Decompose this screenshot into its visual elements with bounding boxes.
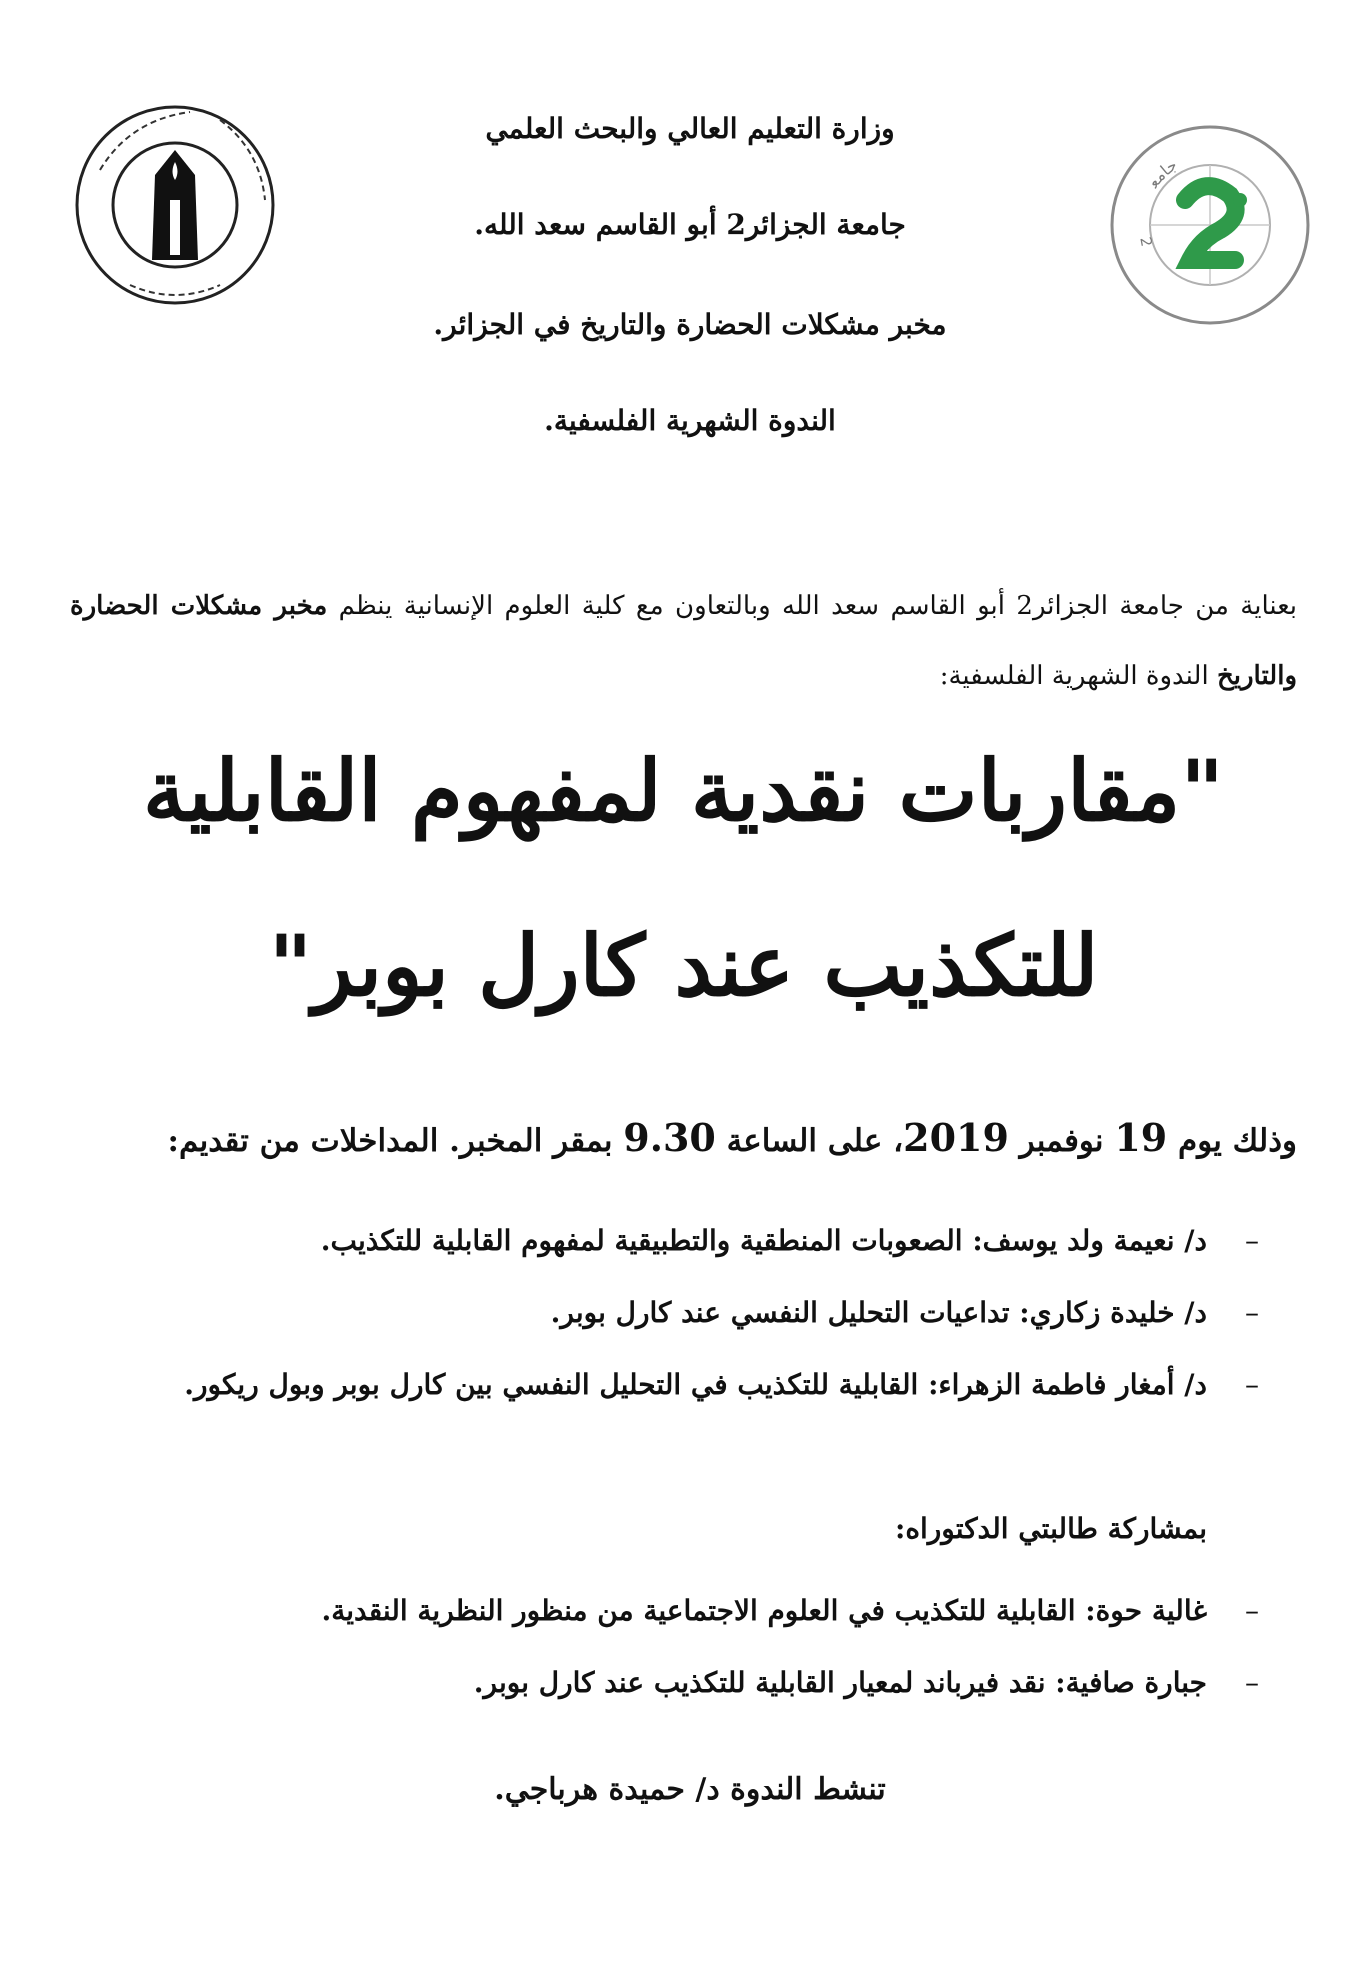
university-logo-latin-text: 2 — [1136, 235, 1156, 249]
schedule-time: 9.30 — [623, 1115, 716, 1160]
speaker-text: د/ أمغار فاطمة الزهراء: القابلية للتكذيب في التحليل النفسي بين كارل بوبر وبول ريكور. — [184, 1368, 1207, 1401]
dash-bullet: – — [1245, 1296, 1259, 1329]
intro-lab-name: مخبر مشكلات الحضارة والتاريخ — [70, 591, 1297, 691]
dash-bullet: – — [1245, 1224, 1259, 1257]
student-text: جبارة صافية: نقد فيرباند لمعيار القابلية للتكذيب عند كارل بوبر. — [473, 1666, 1207, 1699]
intro-part1: بعناية من جامعة الجزائر2 أبو القاسم سعد الله وبالتعاون مع كلية العلوم الإنسانية ينظم — [327, 591, 1298, 621]
university-logo-arabic-text: جامع — [1143, 155, 1181, 192]
university-logo — [1105, 120, 1315, 330]
list-item — [70, 1575, 1297, 1647]
university-heading: جامعة الجزائر2 أبو القاسم سعد الله. — [474, 208, 906, 241]
schedule-suffix: بمقر المخبر. المداخلات من تقديم: — [167, 1123, 624, 1159]
student-text: غالية حوة: القابلية للتكذيب في العلوم الاجتماعية من منظور النظرية النقدية. — [321, 1594, 1207, 1627]
intro-paragraph — [70, 571, 1297, 711]
speaker-text: د/ نعيمة ولد يوسف: الصعوبات المنطقية والتطبيقية لمفهوم القابلية للتكذيب. — [320, 1224, 1207, 1257]
schedule-prefix: وذلك يوم — [1167, 1123, 1297, 1159]
dash-bullet: – — [1245, 1594, 1259, 1627]
schedule-month: نوفمبر — [1008, 1123, 1115, 1159]
speaker-text: د/ خليدة زكاري: تداعيات التحليل النفسي عند كارل بوبر. — [550, 1296, 1207, 1329]
event-type-heading: الندوة الشهرية الفلسفية. — [544, 404, 836, 437]
list-item — [70, 1349, 1297, 1421]
schedule-day: 19 — [1114, 1115, 1168, 1160]
list-item — [70, 1277, 1297, 1349]
intro-part2: الندوة الشهرية الفلسفية: — [939, 661, 1217, 691]
lab-logo — [70, 100, 280, 310]
lab-heading: مخبر مشكلات الحضارة والتاريخ في الجزائر. — [433, 308, 947, 341]
schedule-line — [70, 1115, 1297, 1160]
dash-bullet: – — [1245, 1666, 1259, 1699]
moderator-line: تنشط الندوة د/ حميدة هرباجي. — [494, 1772, 886, 1807]
seminar-title-line-1: "مقاربات نقدية لمفهوم القابلية — [143, 741, 1224, 840]
lab-seal-icon — [70, 100, 280, 310]
schedule-year: 2019 — [903, 1115, 1009, 1160]
dash-bullet: – — [1245, 1368, 1259, 1401]
university-seal-icon — [1105, 120, 1315, 330]
speakers-list — [70, 1205, 1297, 1421]
list-item — [70, 1647, 1297, 1719]
schedule-mid: ، على الساعة — [715, 1123, 904, 1159]
participation-label: بمشاركة طالبتي الدكتوراه: — [895, 1512, 1207, 1545]
seminar-title-line-2: للتكذيب عند كارل بوبر" — [268, 916, 1099, 1015]
list-item — [70, 1205, 1297, 1277]
ministry-heading: وزارة التعليم العالي والبحث العلمي — [485, 112, 895, 145]
students-list — [70, 1575, 1297, 1719]
